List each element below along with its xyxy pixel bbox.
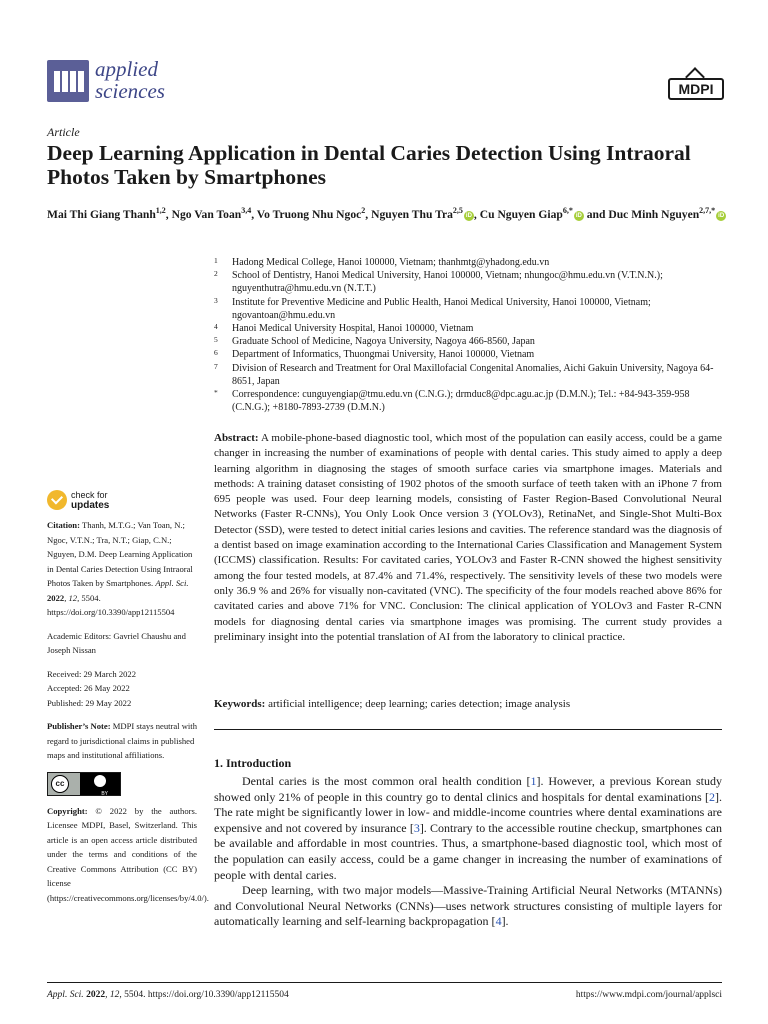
orcid-icon[interactable]: iD xyxy=(575,212,582,219)
author-affiliation-marker: 3,4 xyxy=(241,206,252,215)
article-type: Article xyxy=(47,125,80,139)
affiliation-number: 4 xyxy=(214,322,218,332)
affiliation-item xyxy=(214,335,724,348)
affiliation-number: * xyxy=(214,388,218,398)
check-for-updates-button[interactable] xyxy=(47,488,197,518)
affiliation-item xyxy=(214,348,724,361)
section-heading-introduction: 1. Introduction xyxy=(214,756,292,770)
author-affiliation-marker: 1,2 xyxy=(155,206,166,215)
accepted-date: Accepted: 26 May 2022 xyxy=(47,683,130,693)
author-name: Cu Nguyen Giap xyxy=(479,207,563,221)
footer-divider xyxy=(47,982,722,983)
affiliation-text: Hanoi Medical University Hospital, Hanoi 100000, Vietnam xyxy=(232,323,474,335)
affiliation-number: 1 xyxy=(214,256,218,265)
author-name: Vo Truong Nhu Ngoc xyxy=(256,207,362,221)
reference-link[interactable]: 1 xyxy=(530,774,537,788)
affiliation-number: 6 xyxy=(214,348,218,358)
affiliation-text: Division of Research and Treatment for Oral Maxillofacial Congenital Anomalies, Aichi Gakuin University, Nagoya 64-8651, Japan xyxy=(232,362,714,387)
published-date: Published: 29 May 2022 xyxy=(47,697,132,708)
affiliation-text: Graduate School of Medicine, Nagoya University, Nagoya 466-8560, Japan xyxy=(232,336,535,348)
affiliation-text: School of Dentistry, Hanoi Medical University, Hanoi 100000, Vietnam; nhungoc@hmu.edu.vn (V.T.N.N.); nguyenthutra@hmu.edu.vn (N.T.T.) xyxy=(232,270,663,295)
affiliations xyxy=(214,256,724,414)
orcid-icon[interactable]: iD xyxy=(718,212,725,219)
author-name: Duc Minh Nguyen xyxy=(608,207,700,221)
citation: Citation: Thanh, M.T.G.; Van Toan, N.; Ngoc, V.T.N.; Tra, N.T.; Giap, C.N.; Nguyen, D.M. Deep Learning Application in Dental Caries Detection Using Intraoral Photos Taken by Smartphones. Appl. Sci. 2022, 12, 5504. https://doi.org/10.3390/app12115504 xyxy=(47,520,193,617)
author-separator: , xyxy=(473,207,480,221)
reference-link[interactable]: 2 xyxy=(709,789,715,804)
check-updates-label: check for updates xyxy=(71,490,110,511)
author-name: Ngo Van Toan xyxy=(171,207,242,221)
citation-doi-link[interactable]: , 5504. https://doi.org/10.3390/app12115504 xyxy=(47,592,175,617)
reference-link[interactable]: 3 xyxy=(413,820,420,835)
author-separator: , xyxy=(251,207,257,221)
reference-link[interactable]: 4 xyxy=(495,914,502,929)
creative-commons-icon: cc xyxy=(51,775,69,793)
license-by-label: BY xyxy=(101,790,108,797)
article-dates xyxy=(47,667,197,711)
affiliation-item xyxy=(214,296,724,322)
author-separator: , xyxy=(165,207,172,221)
author-list xyxy=(47,202,727,224)
author-affiliation-marker: 2,5 xyxy=(452,206,463,215)
affiliation-text: Department of Informatics, Thuongmai University, Hanoi 100000, Vietnam xyxy=(232,349,535,361)
publisher-note: Publisher’s Note: MDPI stays neutral with regard to jurisdictional claims in published maps and institutional affiliations. xyxy=(47,721,197,760)
keywords: Keywords: artificial intelligence; deep learning; caries detection; image analysis xyxy=(214,698,571,710)
attribution-person-icon xyxy=(94,775,106,787)
article-info-sidebar xyxy=(47,488,209,914)
copyright-notice: Copyright: © 2022 by the authors. Licensee MDPI, Basel, Switzerland. This article is an open access article distributed under the terms and conditions of the Creative Commons Attribution (CC BY) license (https://creativecommons.org/licenses/by/4.0/). xyxy=(47,805,209,903)
check-updates-icon xyxy=(47,490,67,510)
orcid-icon[interactable]: iD xyxy=(465,212,472,219)
author-affiliation-marker: 6,* xyxy=(562,206,573,215)
intro-paragraph: Dental caries is the most common oral health condition [1]. However, a previous Korean study showed only 21% of people in this country go to dental clinics and hospitals for dental examinations [2]. The rate might be significantly lower in low- and middle-income countries where dental examinations are expensive and not covered by insurance [3]. Contrary to the accessible routine checkup, smartphones can be available and affordable in most countries. Thus, a smartphone-based diagnostic tool, which most of the population can easily access, could be a game changer in increasing the number of examinations of people with dental caries. xyxy=(214,774,723,882)
affiliation-item xyxy=(214,362,724,388)
author-separator: and xyxy=(583,207,609,221)
intro-paragraph: Deep learning, with two major models—Massive-Training Artificial Neural Networks (MTANNs) and Convolutional Neural Networks (CNNs)—uses network structures consisting of multiple layers for automatically learning and self-learning backpropagation [4]. xyxy=(214,883,722,929)
author-affiliation-marker: 2 xyxy=(361,206,366,215)
author-name: Mai Thi Giang Thanh xyxy=(47,207,156,221)
affiliation-text: Institute for Preventive Medicine and Public Health, Hanoi Medical University, Hanoi 100000, Vietnam; ngovantoan@hmu.edu.vn xyxy=(232,296,651,321)
affiliation-number: 7 xyxy=(214,361,218,371)
journal-logo-mark xyxy=(47,60,89,102)
introduction-body xyxy=(214,774,722,930)
academic-editors: Academic Editors: Gavriel Chaushu and Joseph Nissan xyxy=(47,630,186,655)
affiliation-item xyxy=(214,322,724,335)
author-separator: , xyxy=(365,207,372,221)
received-date: Received: 29 March 2022 xyxy=(47,668,137,679)
affiliation-text: Correspondence: cunguyengiap@tmu.edu.vn (C.N.G.); drmduc8@dpc.agu.ac.jp (D.M.N.); Tel.: +84-943-359-958 (C.N.G.); +8180-7893-2739 (D.M.N.) xyxy=(232,389,690,414)
affiliation-number: 3 xyxy=(214,295,218,305)
publisher-name: MDPI xyxy=(668,78,724,100)
affiliation-number: 2 xyxy=(214,269,218,279)
affiliation-item xyxy=(214,256,724,269)
section-divider xyxy=(214,729,722,730)
author-affiliation-marker: 2,7,* xyxy=(699,206,716,215)
journal-logo xyxy=(47,57,187,106)
affiliation-item xyxy=(214,269,724,295)
author-name: Nguyen Thu Tra xyxy=(371,207,453,221)
affiliation-number: 5 xyxy=(214,335,218,345)
journal-name: applied sciences xyxy=(95,57,165,103)
cc-by-license-badge[interactable] xyxy=(47,772,121,796)
footer-journal-url[interactable]: https://www.mdpi.com/journal/applsci xyxy=(575,990,722,1000)
paper-title: Deep Learning Application in Dental Caries Detection Using Intraoral Photos Taken by Smartphones xyxy=(47,141,691,189)
affiliation-item xyxy=(214,388,724,414)
abstract: Abstract: A mobile-phone-based diagnostic tool, which most of the population can easily access, could be a game changer in increasing the number of examinations of people with dental caries. This study aimed to apply a deep learning algorithm in diagnosing the stages of smooth surface caries via smartphone images. Materials and methods: A training dataset consisting of 1902 photos of the smooth surface of teeth taken with an iPhone 7 from 695 people was used. Four deep learning models, consisting of Faster Region-Based Convolutional Neural Networks (Faster R-CNNs), You Only Look Once version 3 (YOLOv3), RetinaNet, and Single-Shot Multi-Box Detector (SSD), were tested to detect initial caries lesions and cavities. The reference standard was the diagnosis of a dentist based on image examination according to the International Caries Classification and Management System (ICCMS) classification. Results: For cavitated caries, YOLOv3 and Faster R-CNN showed the highest sensitivity among the four tested models, at 87.4% and 71.4%, respectively. The sensitivity levels of these two models were only 36.9 % and 26% for visually non-cavitated (VNC). The specificity of the four models reached above 86% for cavitated caries and above 71% for VNC. Conclusion: The clinical application of YOLOv3 and Faster R-CNN models for diagnosing dental caries via smartphone images was promising. The current study provides a preliminary insight into the potential translation of AI from the laboratory to clinical practice. xyxy=(214,432,722,643)
footer-citation: Appl. Sci. 2022, 12, 5504. https://doi.org/10.3390/app12115504 xyxy=(47,990,289,1000)
affiliation-text: Hadong Medical College, Hanoi 100000, Vietnam; thanhmtg@yhadong.edu.vn xyxy=(232,257,550,268)
publisher-logo xyxy=(668,68,720,100)
